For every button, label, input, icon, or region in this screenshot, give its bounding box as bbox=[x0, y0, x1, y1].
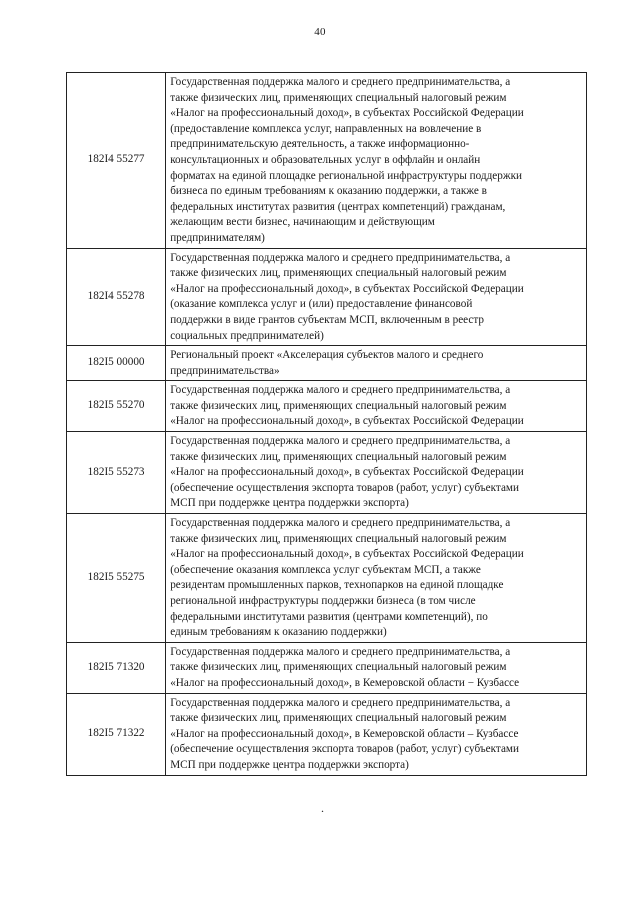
description-line: федеральных институтах развития (центрах компетенций) гражданам, bbox=[170, 200, 506, 213]
classification-description bbox=[166, 346, 587, 381]
description-line: Государственная поддержка малого и среднего предпринимательства, а bbox=[170, 76, 511, 88]
description-line: Государственная поддержка малого и среднего предпринимательства, а bbox=[170, 645, 511, 658]
description-line: Региональный проект «Акселерация субъектов малого и среднего bbox=[170, 349, 484, 362]
page-number: 40 bbox=[314, 26, 326, 38]
description-line: резидентам промышленных парков, технопарков на единой площадке bbox=[170, 579, 504, 592]
classification-code: 182I5 00000 bbox=[67, 346, 166, 381]
description-line: (предоставление комплекса услуг, направленных на вовлечение в bbox=[170, 122, 482, 135]
description-line: (обеспечение оказания комплекса услуг субъектам МСП, а также bbox=[170, 563, 481, 576]
description-line: федеральными институтами развития (центрами компетенций), по bbox=[170, 610, 488, 623]
classification-description bbox=[166, 693, 587, 775]
classification-code: 182I5 55273 bbox=[67, 432, 166, 514]
description-line: МСП при поддержке центра поддержки экспорта) bbox=[170, 758, 409, 771]
description-line: «Налог на профессиональный доход», в Кемеровской области − Кузбассе bbox=[170, 676, 520, 689]
description-line: «Налог на профессиональный доход», в субъектах Российской Федерации bbox=[170, 415, 524, 428]
classification-code: 182I5 55270 bbox=[67, 381, 166, 432]
table-row bbox=[67, 432, 587, 514]
description-line: региональной инфраструктуры поддержки бизнеса (в том числе bbox=[170, 595, 476, 607]
description-line: также физических лиц, применяющих специальный налоговый режим bbox=[170, 91, 507, 104]
classification-description bbox=[166, 381, 587, 432]
table-row bbox=[67, 514, 587, 643]
description-line: также физических лиц, применяющих специальный налоговый режим bbox=[170, 661, 507, 674]
table-row bbox=[67, 381, 587, 432]
description-line: также физических лиц, применяющих специальный налоговый режим bbox=[170, 532, 507, 545]
description-line: предпринимателям) bbox=[170, 231, 265, 244]
classification-description bbox=[166, 248, 587, 346]
table-row bbox=[67, 642, 587, 693]
description-line: предпринимательскую деятельность, а также информационно- bbox=[170, 138, 470, 151]
table-body bbox=[67, 73, 587, 776]
classification-code: 182I5 71320 bbox=[67, 642, 166, 693]
description-line: социальных предпринимателей) bbox=[170, 329, 324, 342]
description-line: также физических лиц, применяющих специальный налоговый режим bbox=[170, 267, 507, 280]
classification-code: 182I4 55278 bbox=[67, 248, 166, 346]
classification-code: 182I5 71322 bbox=[67, 693, 166, 775]
description-line: предпринимательства» bbox=[170, 364, 280, 377]
classification-description bbox=[166, 432, 587, 514]
description-line: Государственная поддержка малого и среднего предпринимательства, а bbox=[170, 435, 511, 448]
description-line: «Налог на профессиональный доход», в субъектах Российской Федерации bbox=[170, 466, 524, 479]
description-line: Государственная поддержка малого и среднего предпринимательства, а bbox=[170, 384, 511, 397]
description-line: желающим вести бизнес, начинающим и действующим bbox=[170, 216, 435, 229]
description-line: «Налог на профессиональный доход», в субъектах Российской Федерации bbox=[170, 107, 524, 120]
description-line: поддержки в виде грантов субъектам МСП, включенным в реестр bbox=[170, 313, 485, 326]
table-row bbox=[67, 73, 587, 249]
classification-description bbox=[166, 73, 587, 249]
description-line: «Налог на профессиональный доход», в Кемеровской области – Кузбассе bbox=[170, 727, 519, 740]
description-line: «Налог на профессиональный доход», в субъектах Российской Федерации bbox=[170, 282, 524, 295]
description-line: форматах на единой площадке региональной инфраструктуры поддержки bbox=[170, 169, 523, 182]
description-line: (обеспечение осуществления экспорта товаров (работ, услуг) субъектами bbox=[170, 481, 519, 494]
classification-description bbox=[166, 642, 587, 693]
description-line: Государственная поддержка малого и среднего предпринимательства, а bbox=[170, 696, 511, 709]
description-line: (обеспечение осуществления экспорта товаров (работ, услуг) субъектами bbox=[170, 743, 519, 756]
description-line: (оказание комплекса услуг и (или) предоставление финансовой bbox=[170, 298, 473, 311]
description-line: консультационных и образовательных услуг в оффлайн и онлайн bbox=[170, 153, 481, 166]
table-row bbox=[67, 248, 587, 346]
description-line: МСП при поддержке центра поддержки экспорта) bbox=[170, 497, 409, 510]
classification-description bbox=[166, 514, 587, 643]
table-row bbox=[67, 346, 587, 381]
description-line: также физических лиц, применяющих специальный налоговый режим bbox=[170, 712, 507, 725]
description-line: также физических лиц, применяющих специальный налоговый режим bbox=[170, 450, 507, 463]
footer-mark: . bbox=[321, 801, 324, 815]
classification-code: 182I4 55277 bbox=[67, 73, 166, 249]
description-line: «Налог на профессиональный доход», в субъектах Российской Федерации bbox=[170, 548, 524, 561]
description-line: бизнеса по единым требованиям к оказанию поддержки, а также в bbox=[170, 185, 487, 198]
description-line: также физических лиц, применяющих специальный налоговый режим bbox=[170, 399, 507, 412]
budget-classification-table bbox=[66, 72, 587, 776]
description-line: Государственная поддержка малого и среднего предпринимательства, а bbox=[170, 517, 511, 530]
classification-code: 182I5 55275 bbox=[67, 514, 166, 643]
description-line: Государственная поддержка малого и среднего предпринимательства, а bbox=[170, 251, 511, 264]
table-row bbox=[67, 693, 587, 775]
description-line: единым требованиям к оказанию поддержки) bbox=[170, 626, 387, 639]
